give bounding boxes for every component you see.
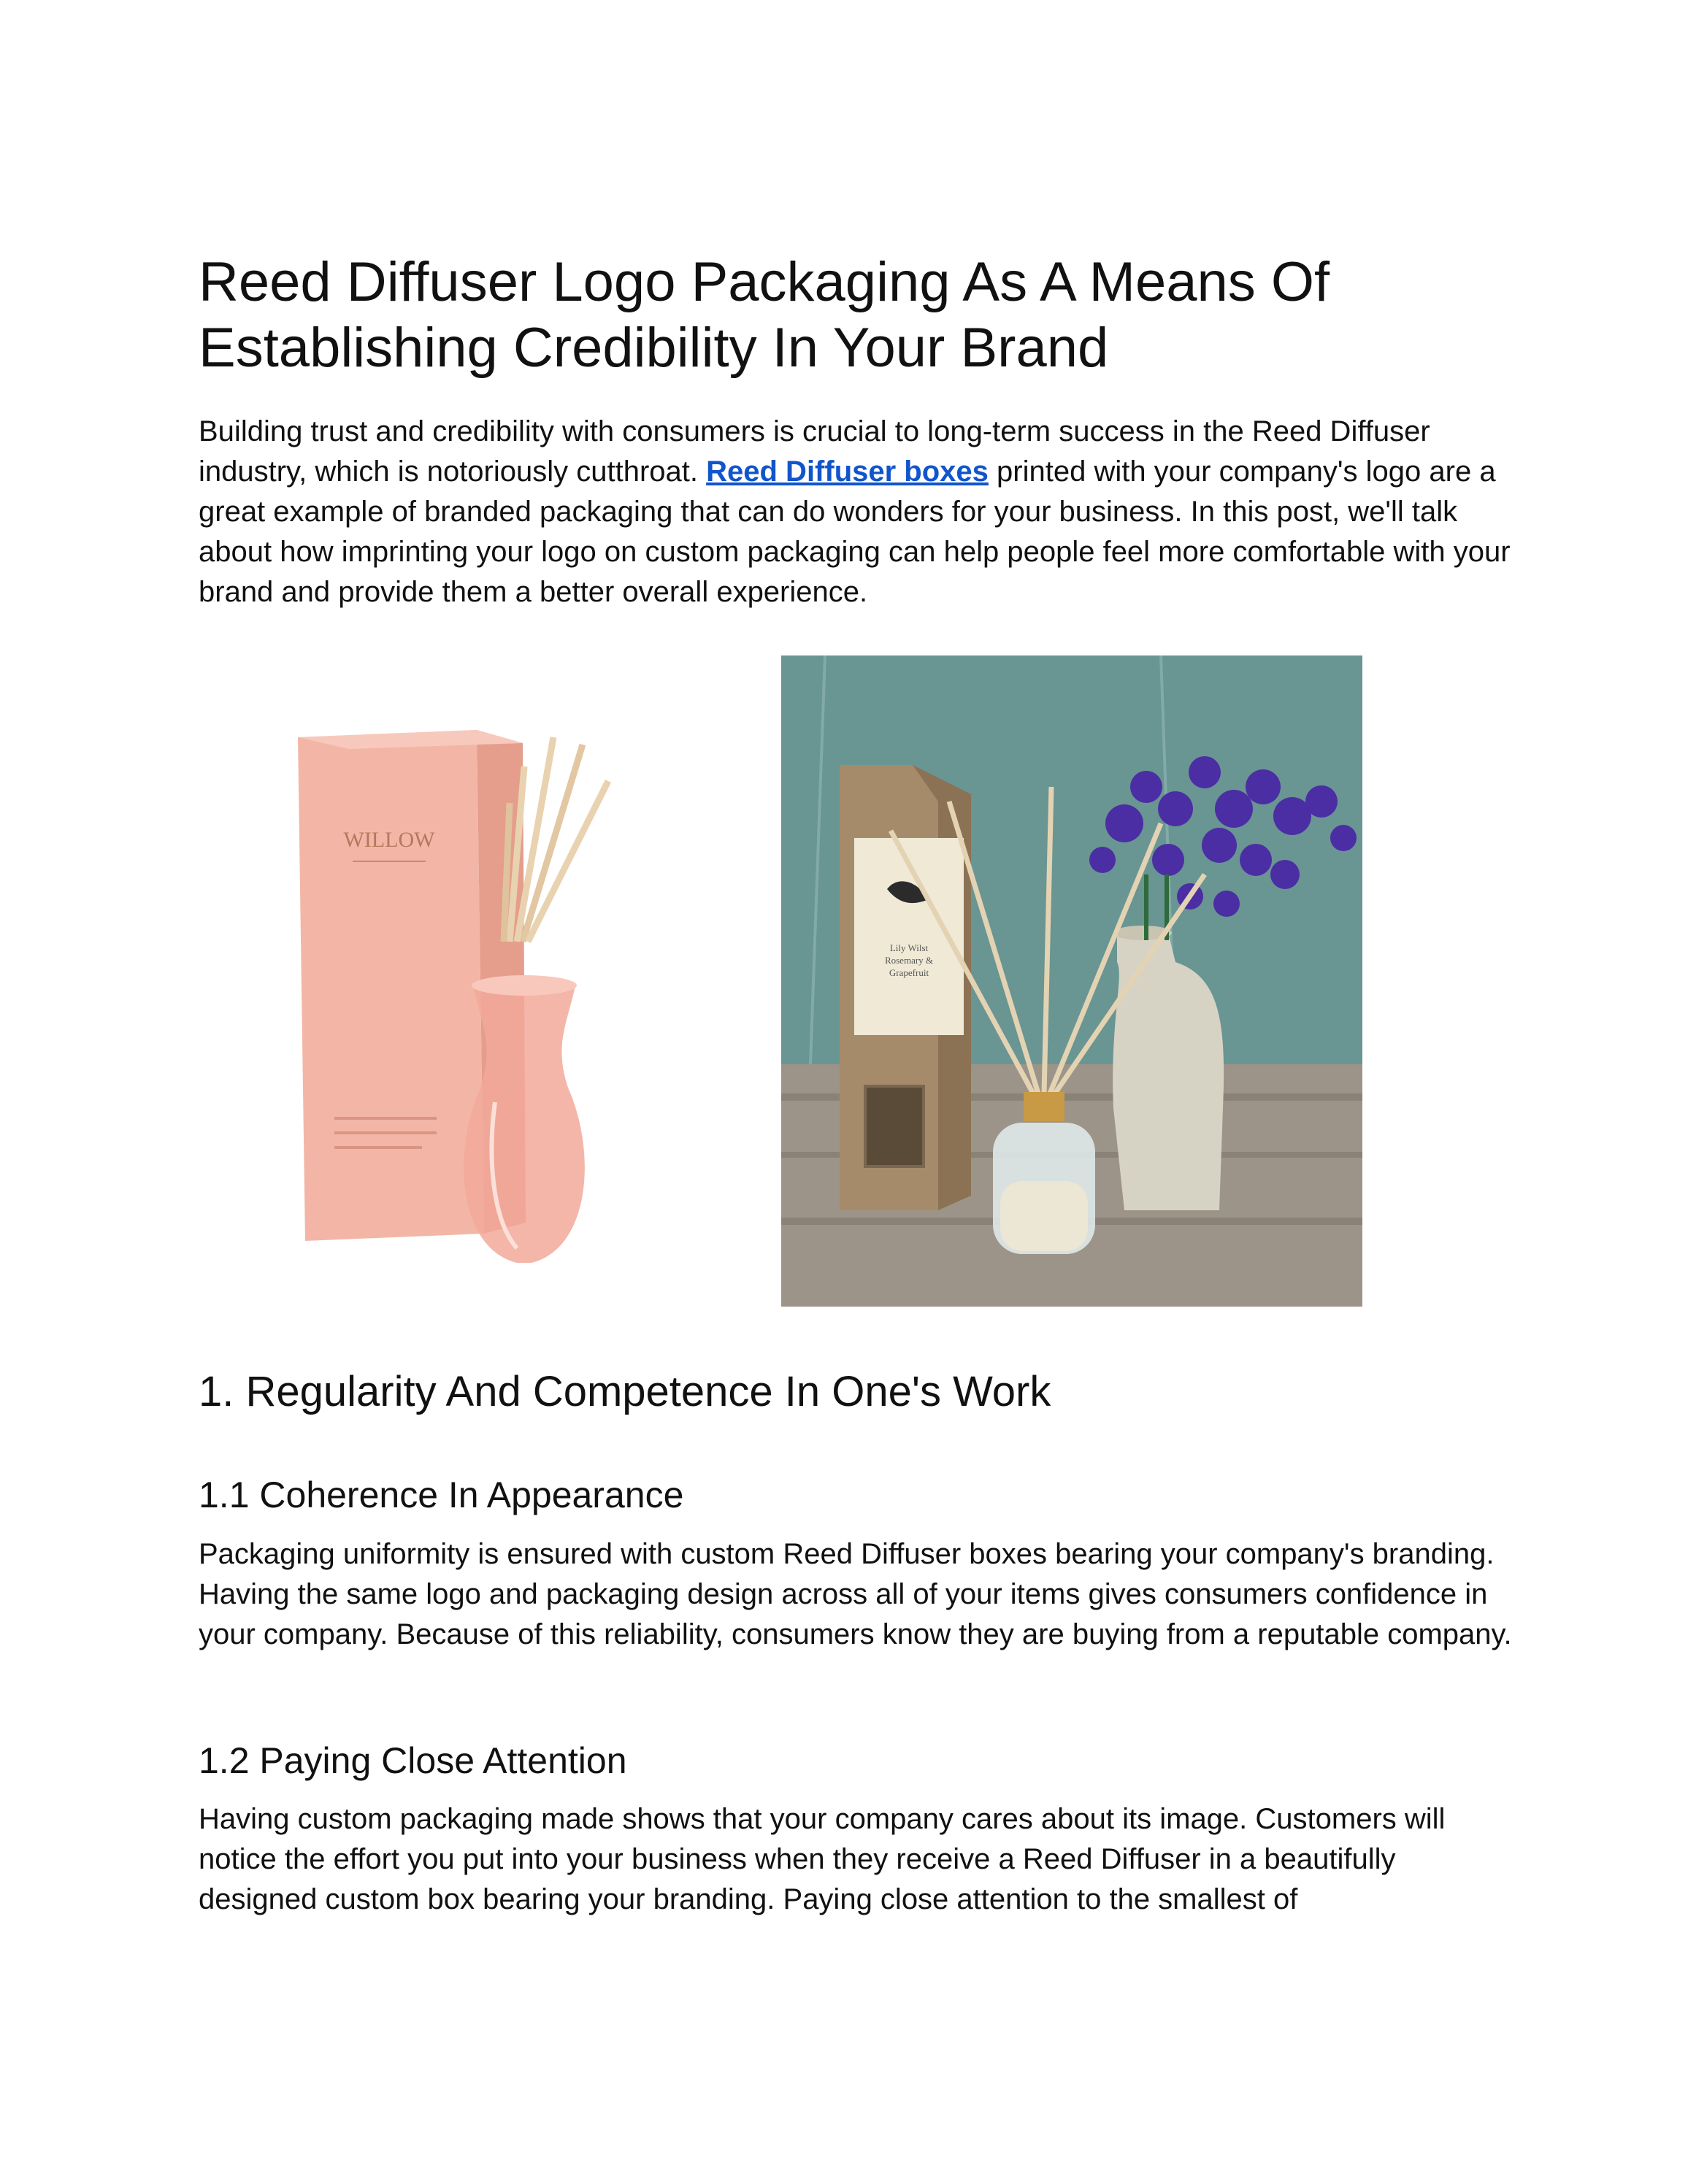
- section-1-2-heading: 1.2 Paying Close Attention: [199, 1740, 627, 1781]
- article-title: Reed Diffuser Logo Packaging As A Means Of Establishing Credibility In Your Brand: [199, 251, 1330, 379]
- kraft-label-line-3: Grapefruit: [889, 967, 929, 978]
- intro-text-after-link: printed with your company's logo are a great example of branded packaging that can do wonders for your business. In this post, we'll talk about how imprinting your logo on custom packaging can help people feel more comfortable with your brand and provide them a better overall experience.: [199, 455, 1511, 608]
- kraft-label-line-1: Lily Wilst: [889, 942, 929, 953]
- pink-diffuser-product-image: [291, 679, 685, 1298]
- kraft-label-line-2: Rosemary &: [884, 955, 934, 966]
- section-1-1-heading: 1.1 Coherence In Appearance: [199, 1474, 684, 1515]
- section-1-heading: 1. Regularity And Competence In One's Work: [199, 1368, 1051, 1415]
- kraft-diffuser-product-image: [781, 655, 1362, 1307]
- intro-paragraph: [199, 412, 1513, 612]
- reed-diffuser-boxes-link[interactable]: Reed Diffuser boxes: [706, 455, 989, 488]
- willow-brand-logo: WILLOW: [343, 828, 435, 852]
- intro-text-before-link: Building trust and credibility with consumers is crucial to long-term success in the Reed Diffuser industry, which is notoriously cutthroat.: [199, 415, 1430, 488]
- section-1-2-body: Having custom packaging made shows that your company cares about its image. Customers will notice the effort you put into your business when they receive a Reed Diffuser in a beautifully designed custom box bearing your branding. Paying close attention to the smallest of: [199, 1803, 1446, 1915]
- section-1-1-body: Packaging uniformity is ensured with custom Reed Diffuser boxes bearing your company's branding. Having the same logo and packaging design across all of your items gives consumers confidence in your company. Because of this reliability, consumers know they are buying from a reputable company.: [199, 1538, 1512, 1650]
